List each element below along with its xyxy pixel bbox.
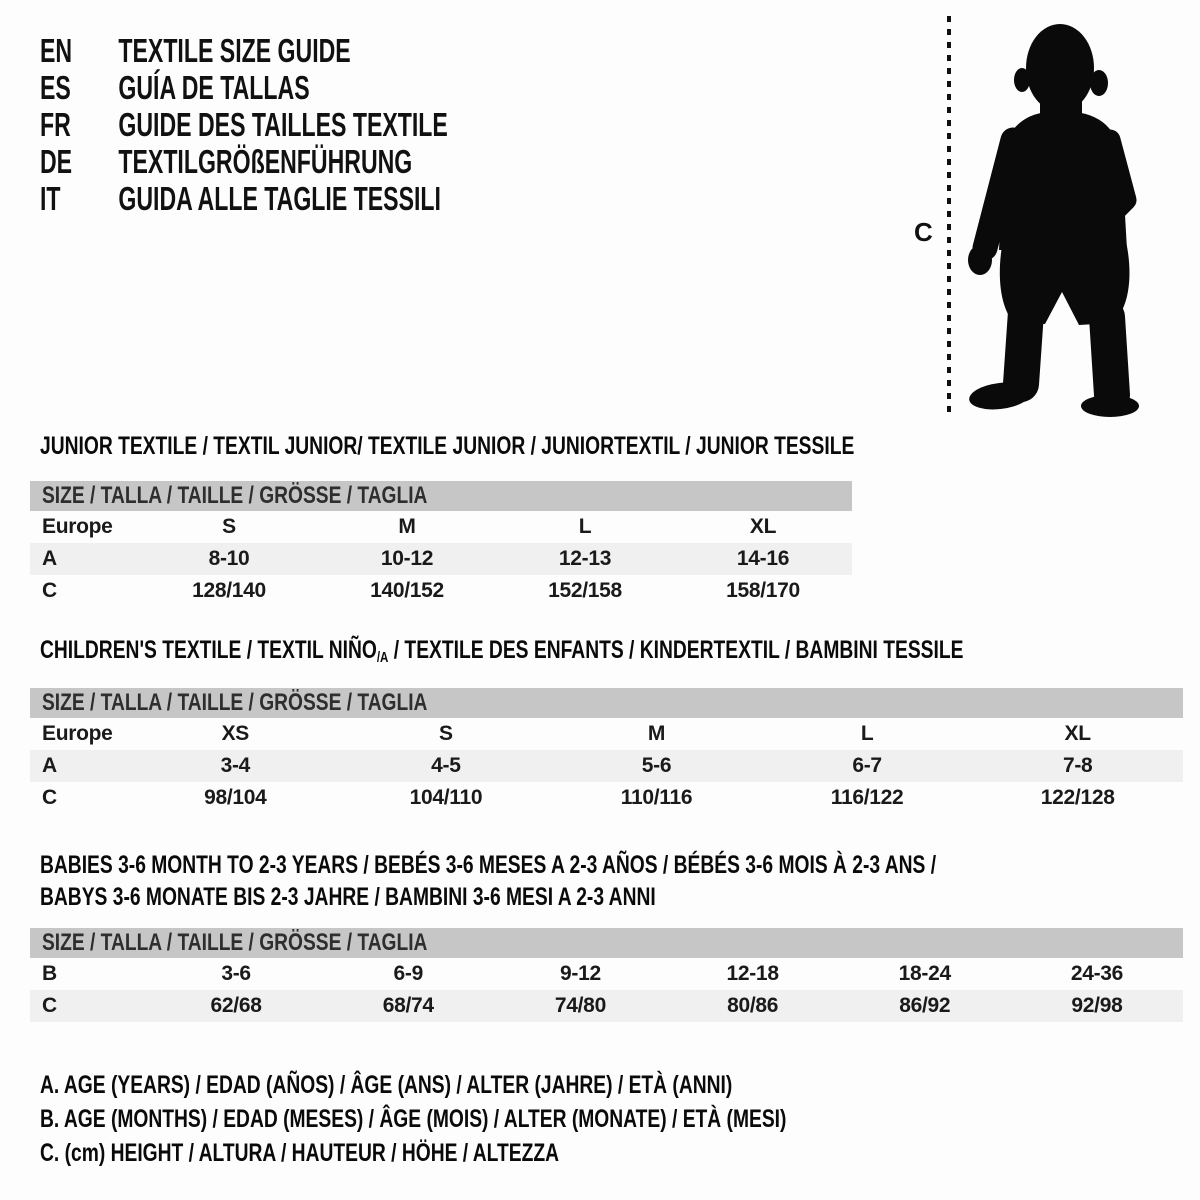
babies-title-line2: BABYS 3-6 MONATE BIS 2-3 JAHRE / BAMBINI 3-6 MESI A 2-3 ANNI xyxy=(40,883,656,911)
lang-title: GUIDE DES TAILLES TEXTILE xyxy=(118,105,448,143)
size-value: L xyxy=(578,515,592,538)
height-value: 116/122 xyxy=(830,786,904,809)
age-value: 10-12 xyxy=(380,547,434,570)
height-value: 158/170 xyxy=(726,579,800,602)
age-value: 14-16 xyxy=(736,547,790,570)
table-row-height xyxy=(30,990,1183,1022)
height-value: 80/86 xyxy=(727,994,779,1017)
row-label: A xyxy=(42,754,57,777)
table-row-age xyxy=(30,750,1183,782)
age-value: 3-4 xyxy=(220,754,251,777)
children-title-pre: CHILDREN'S TEXTILE / TEXTIL NIÑO xyxy=(40,636,377,664)
toddler-silhouette-icon xyxy=(963,22,1143,420)
size-header-bar xyxy=(30,481,852,511)
junior-section-title: JUNIOR TEXTILE / TEXTIL JUNIOR/ TEXTILE JUNIOR / JUNIORTEXTIL / JUNIOR TESSILE xyxy=(40,432,855,460)
legend xyxy=(40,1068,1009,1170)
size-header-label: SIZE / TALLA / TAILLE / GRÖSSE / TAGLIA xyxy=(42,689,428,716)
children-title-post: / TEXTILE DES ENFANTS / KINDERTEXTIL / BAMBINI TESSILE xyxy=(388,636,964,664)
height-value: 74/80 xyxy=(554,994,606,1017)
lang-row-it xyxy=(40,180,623,217)
junior-size-table xyxy=(30,481,852,607)
size-header-label: SIZE / TALLA / TAILLE / GRÖSSE / TAGLIA xyxy=(42,482,428,509)
age-value: 12-13 xyxy=(558,547,612,570)
size-value: XL xyxy=(1064,722,1091,745)
lang-code: ES xyxy=(40,68,71,106)
height-value: 92/98 xyxy=(1071,994,1123,1017)
row-label: C xyxy=(42,579,57,602)
lang-title: GUIDA ALLE TAGLIE TESSILI xyxy=(118,179,441,217)
age-value: 8-10 xyxy=(208,547,250,570)
table-row-europe xyxy=(30,718,1183,750)
lang-code: IT xyxy=(40,179,61,217)
height-value: 86/92 xyxy=(899,994,951,1017)
age-value: 6-9 xyxy=(393,962,423,985)
size-value: XS xyxy=(221,722,249,745)
babies-size-table xyxy=(30,928,1183,1022)
height-measure-dashed-line xyxy=(947,16,951,416)
size-value: M xyxy=(647,722,666,745)
lang-title: TEXTILE SIZE GUIDE xyxy=(118,31,351,69)
row-label: B xyxy=(42,962,57,985)
row-label: Europe xyxy=(42,722,113,745)
size-header-label: SIZE / TALLA / TAILLE / GRÖSSE / TAGLIA xyxy=(42,929,428,956)
lang-row-fr xyxy=(40,106,623,143)
children-section-title xyxy=(40,637,1200,671)
lang-title: TEXTILGRÖßENFÜHRUNG xyxy=(118,142,413,180)
height-value: 140/152 xyxy=(370,579,444,602)
language-title-list xyxy=(40,32,623,217)
size-value: S xyxy=(439,722,453,745)
height-value: 128/140 xyxy=(192,579,266,602)
table-row-europe xyxy=(30,511,852,543)
row-label: C xyxy=(42,994,57,1017)
height-value: 110/116 xyxy=(620,786,693,809)
table-row-height xyxy=(30,575,852,607)
height-measure-label: C xyxy=(914,217,933,247)
babies-section-title xyxy=(40,849,1200,913)
age-value: 12-18 xyxy=(726,962,779,985)
table-row-age-months xyxy=(30,958,1183,990)
age-value: 24-36 xyxy=(1070,962,1124,985)
babies-title-line1: BABIES 3-6 MONTH TO 2-3 YEARS / BEBÉS 3-6 MESES A 2-3 AÑOS / BÉBÉS 3-6 MOIS À 2-3 ANS / xyxy=(40,851,937,879)
table-row-height xyxy=(30,782,1183,814)
table-row-age xyxy=(30,543,852,575)
children-size-table xyxy=(30,688,1183,814)
age-value: 3-6 xyxy=(221,962,251,985)
row-label: Europe xyxy=(42,515,113,538)
height-value: 62/68 xyxy=(210,994,262,1017)
height-value: 98/104 xyxy=(204,786,267,809)
size-value: S xyxy=(222,515,236,538)
lang-title: GUÍA DE TALLAS xyxy=(118,68,310,106)
size-header-bar xyxy=(30,928,1183,958)
legend-line-b: B. AGE (MONTHS) / EDAD (MESES) / ÂGE (MOIS) / ALTER (MONATE) / ETÀ (MESI) xyxy=(40,1104,787,1133)
height-value: 104/110 xyxy=(409,786,483,809)
age-value: 4-5 xyxy=(431,754,461,777)
row-label: C xyxy=(42,786,57,809)
size-value: L xyxy=(860,722,874,745)
lang-code: EN xyxy=(40,31,73,69)
age-value: 5-6 xyxy=(641,754,672,777)
age-value: 9-12 xyxy=(560,962,601,985)
row-label: A xyxy=(42,547,57,570)
age-value: 7-8 xyxy=(1062,754,1093,777)
children-title-subscript: /A xyxy=(376,649,389,667)
age-value: 18-24 xyxy=(898,962,951,985)
legend-line-a: A. AGE (YEARS) / EDAD (AÑOS) / ÂGE (ANS) / ALTER (JAHRE) / ETÀ (ANNI) xyxy=(40,1070,733,1099)
lang-row-en xyxy=(40,32,623,69)
lang-code: DE xyxy=(40,142,73,180)
height-value: 122/128 xyxy=(1040,786,1115,809)
size-value: XL xyxy=(749,515,777,538)
lang-row-es xyxy=(40,69,623,106)
size-header-bar xyxy=(30,688,1183,718)
lang-row-de xyxy=(40,143,623,180)
legend-line-c: C. (cm) HEIGHT / ALTURA / HAUTEUR / HÖHE / ALTEZZA xyxy=(40,1138,560,1167)
lang-code: FR xyxy=(40,105,71,143)
size-value: M xyxy=(398,515,416,538)
height-value: 68/74 xyxy=(382,994,434,1017)
height-value: 152/158 xyxy=(548,579,622,602)
age-value: 6-7 xyxy=(852,754,882,777)
